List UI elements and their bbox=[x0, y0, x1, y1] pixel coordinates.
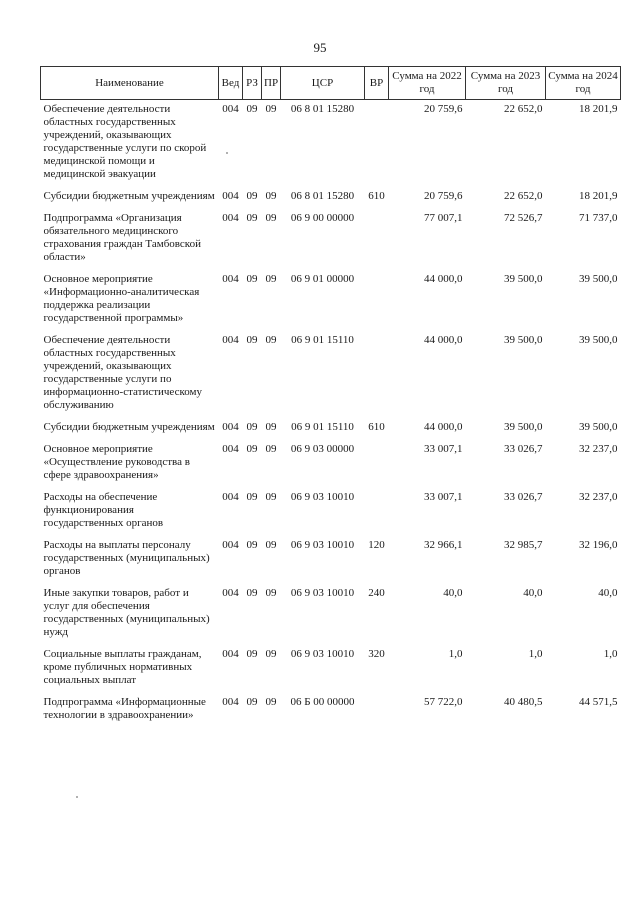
cell-pr: 09 bbox=[265, 491, 277, 503]
cell-sum-2022: 44 000,0 bbox=[424, 273, 463, 285]
cell-sum-2023: 39 500,0 bbox=[504, 421, 543, 433]
cell-sum-2023: 33 026,7 bbox=[504, 443, 543, 455]
cell-sum-2024: 39 500,0 bbox=[579, 334, 618, 346]
table-row bbox=[41, 584, 621, 645]
cell-pr: 09 bbox=[265, 212, 277, 224]
cell-rz: 09 bbox=[246, 190, 258, 202]
cell-pr: 09 bbox=[265, 334, 277, 346]
cell-csr: 06 9 01 15110 bbox=[291, 334, 354, 346]
cell-sum-2024: 44 571,5 bbox=[579, 696, 618, 708]
cell-csr: 06 8 01 15280 bbox=[290, 103, 355, 115]
table-row bbox=[41, 536, 621, 584]
cell-sum-2022: 44 000,0 bbox=[424, 421, 463, 433]
cell-vr: 320 bbox=[368, 648, 385, 660]
cell-vr bbox=[365, 440, 389, 488]
cell-sum-2024: 32 196,0 bbox=[579, 539, 618, 551]
cell-ved: 004 bbox=[222, 273, 239, 285]
cell-sum-2024: 71 737,0 bbox=[579, 212, 618, 224]
header-vr: ВР bbox=[365, 67, 389, 100]
cell-sum-2023: 40 480,5 bbox=[504, 696, 543, 708]
cell-sum-2024: 18 201,9 bbox=[579, 190, 618, 202]
table-body bbox=[41, 100, 621, 729]
header-pr: ПР bbox=[262, 67, 281, 100]
cell-sum-2023: 33 026,7 bbox=[504, 491, 543, 503]
cell-csr: 06 9 03 10010 bbox=[290, 491, 355, 503]
cell-name: Подпрограмма «Информационные технологии в здравоохранении» bbox=[43, 696, 206, 721]
cell-name: Обеспечение деятельности областных государственных учреждений, оказывающих государственные услуги по информационно-статистическому обслуживанию bbox=[43, 334, 203, 411]
cell-sum-2023: 22 652,0 bbox=[504, 103, 543, 115]
header-sum-2023: Сумма на 2023 год bbox=[466, 67, 546, 100]
cell-ved: 004 bbox=[222, 334, 239, 346]
cell-ved: 004 bbox=[222, 587, 239, 599]
cell-sum-2022: 33 007,1 bbox=[424, 443, 463, 455]
cell-csr: 06 9 00 00000 bbox=[290, 212, 355, 224]
cell-csr: 06 Б 00 00000 bbox=[290, 696, 355, 708]
cell-sum-2022: 44 000,0 bbox=[424, 334, 463, 346]
cell-name: Основное мероприятие «Информационно-аналитическая поддержка реализации государственной программы» bbox=[43, 273, 200, 324]
cell-sum-2022: 77 007,1 bbox=[424, 212, 463, 224]
cell-sum-2022: 20 759,6 bbox=[424, 103, 463, 115]
cell-name: Субсидии бюджетным учреждениям bbox=[43, 190, 215, 202]
cell-vr bbox=[365, 209, 389, 270]
budget-table bbox=[40, 66, 621, 728]
table-row bbox=[41, 270, 621, 331]
cell-vr: 240 bbox=[368, 587, 385, 599]
cell-sum-2023: 39 500,0 bbox=[504, 273, 543, 285]
cell-pr: 09 bbox=[265, 103, 277, 115]
table-row bbox=[41, 331, 621, 418]
cell-csr: 06 9 01 15110 bbox=[291, 421, 354, 433]
cell-ved: 004 bbox=[222, 190, 239, 202]
cell-sum-2024: 32 237,0 bbox=[579, 443, 618, 455]
cell-csr: 06 9 03 10010 bbox=[290, 648, 355, 660]
cell-sum-2023: 72 526,7 bbox=[504, 212, 543, 224]
cell-csr: 06 9 03 10010 bbox=[290, 587, 355, 599]
cell-sum-2023: 39 500,0 bbox=[504, 334, 543, 346]
cell-vr bbox=[365, 270, 389, 331]
cell-sum-2022: 40,0 bbox=[443, 587, 463, 599]
cell-sum-2024: 39 500,0 bbox=[579, 421, 618, 433]
cell-vr bbox=[365, 488, 389, 536]
scan-speck bbox=[76, 796, 78, 798]
cell-name: Иные закупки товаров, работ и услуг для обеспечения государственных (муниципальных) нужд bbox=[43, 587, 210, 638]
cell-sum-2022: 1,0 bbox=[448, 648, 463, 660]
cell-rz: 09 bbox=[246, 696, 258, 708]
header-sum-2022: Сумма на 2022 год bbox=[389, 67, 466, 100]
cell-sum-2023: 22 652,0 bbox=[504, 190, 543, 202]
table-row bbox=[41, 645, 621, 693]
cell-sum-2024: 40,0 bbox=[598, 587, 618, 599]
cell-ved: 004 bbox=[222, 491, 239, 503]
cell-pr: 09 bbox=[265, 273, 277, 285]
table-header-row bbox=[41, 67, 621, 100]
cell-vr bbox=[365, 100, 389, 188]
cell-pr: 09 bbox=[265, 443, 277, 455]
table-row bbox=[41, 187, 621, 209]
cell-sum-2023: 1,0 bbox=[528, 648, 543, 660]
cell-csr: 06 8 01 15280 bbox=[290, 190, 355, 202]
cell-ved: 004 bbox=[222, 103, 239, 115]
cell-name: Субсидии бюджетным учреждениям bbox=[43, 421, 215, 433]
cell-rz: 09 bbox=[246, 491, 258, 503]
cell-sum-2022: 33 007,1 bbox=[424, 491, 463, 503]
cell-sum-2022: 57 722,0 bbox=[424, 696, 463, 708]
cell-pr: 09 bbox=[265, 421, 277, 433]
cell-sum-2024: 39 500,0 bbox=[579, 273, 618, 285]
table-row bbox=[41, 209, 621, 270]
cell-sum-2023: 32 985,7 bbox=[504, 539, 543, 551]
cell-rz: 09 bbox=[246, 648, 258, 660]
cell-pr: 09 bbox=[265, 648, 277, 660]
table-row bbox=[41, 488, 621, 536]
cell-ved: 004 bbox=[222, 648, 239, 660]
header-name: Наименование bbox=[41, 67, 219, 100]
cell-sum-2024: 32 237,0 bbox=[579, 491, 618, 503]
header-csr: ЦСР bbox=[281, 67, 365, 100]
table-row bbox=[41, 693, 621, 728]
cell-csr: 06 9 03 10010 bbox=[290, 539, 355, 551]
cell-ved: 004 bbox=[222, 443, 239, 455]
cell-pr: 09 bbox=[265, 190, 277, 202]
cell-csr: 06 9 03 00000 bbox=[290, 443, 355, 455]
cell-rz: 09 bbox=[246, 212, 258, 224]
cell-sum-2023: 40,0 bbox=[523, 587, 543, 599]
cell-vr bbox=[365, 331, 389, 418]
cell-rz: 09 bbox=[246, 539, 258, 551]
scan-speck bbox=[226, 152, 228, 154]
table-row bbox=[41, 100, 621, 188]
cell-sum-2022: 32 966,1 bbox=[424, 539, 463, 551]
cell-rz: 09 bbox=[246, 421, 258, 433]
cell-sum-2022: 20 759,6 bbox=[424, 190, 463, 202]
cell-pr: 09 bbox=[265, 539, 277, 551]
cell-ved: 004 bbox=[222, 696, 239, 708]
header-sum-2024: Сумма на 2024 год bbox=[546, 67, 621, 100]
cell-ved: 004 bbox=[222, 212, 239, 224]
header-rz: РЗ bbox=[243, 67, 262, 100]
cell-name: Расходы на выплаты персоналу государственных (муниципальных) органов bbox=[43, 539, 210, 577]
cell-ved: 004 bbox=[222, 421, 239, 433]
cell-name: Основное мероприятие «Осуществление руководства в сфере здравоохранения» bbox=[43, 443, 190, 481]
cell-rz: 09 bbox=[246, 443, 258, 455]
cell-vr: 120 bbox=[368, 539, 385, 551]
cell-rz: 09 bbox=[246, 587, 258, 599]
cell-sum-2024: 1,0 bbox=[603, 648, 618, 660]
cell-name: Подпрограмма «Организация обязательного медицинского страхования граждан Тамбовской области» bbox=[43, 212, 201, 263]
cell-rz: 09 bbox=[246, 103, 258, 115]
cell-pr: 09 bbox=[265, 696, 277, 708]
cell-vr: 610 bbox=[368, 190, 385, 202]
cell-sum-2024: 18 201,9 bbox=[579, 103, 618, 115]
header-ved: Вед bbox=[219, 67, 243, 100]
cell-name: Обеспечение деятельности областных государственных учреждений, оказывающих государственные услуги по скорой медицинской помощи и медицинской эвакуации bbox=[43, 103, 207, 180]
cell-ved: 004 bbox=[222, 539, 239, 551]
cell-name: Социальные выплаты гражданам, кроме публичных нормативных социальных выплат bbox=[43, 648, 202, 686]
cell-pr: 09 bbox=[265, 587, 277, 599]
cell-rz: 09 bbox=[246, 334, 258, 346]
cell-csr: 06 9 01 00000 bbox=[290, 273, 355, 285]
table-row bbox=[41, 440, 621, 488]
cell-vr bbox=[365, 693, 389, 728]
cell-rz: 09 bbox=[246, 273, 258, 285]
page-number: 95 bbox=[313, 40, 327, 55]
cell-name: Расходы на обеспечение функционирования государственных органов bbox=[43, 491, 164, 529]
table-row bbox=[41, 418, 621, 440]
cell-vr: 610 bbox=[368, 421, 385, 433]
